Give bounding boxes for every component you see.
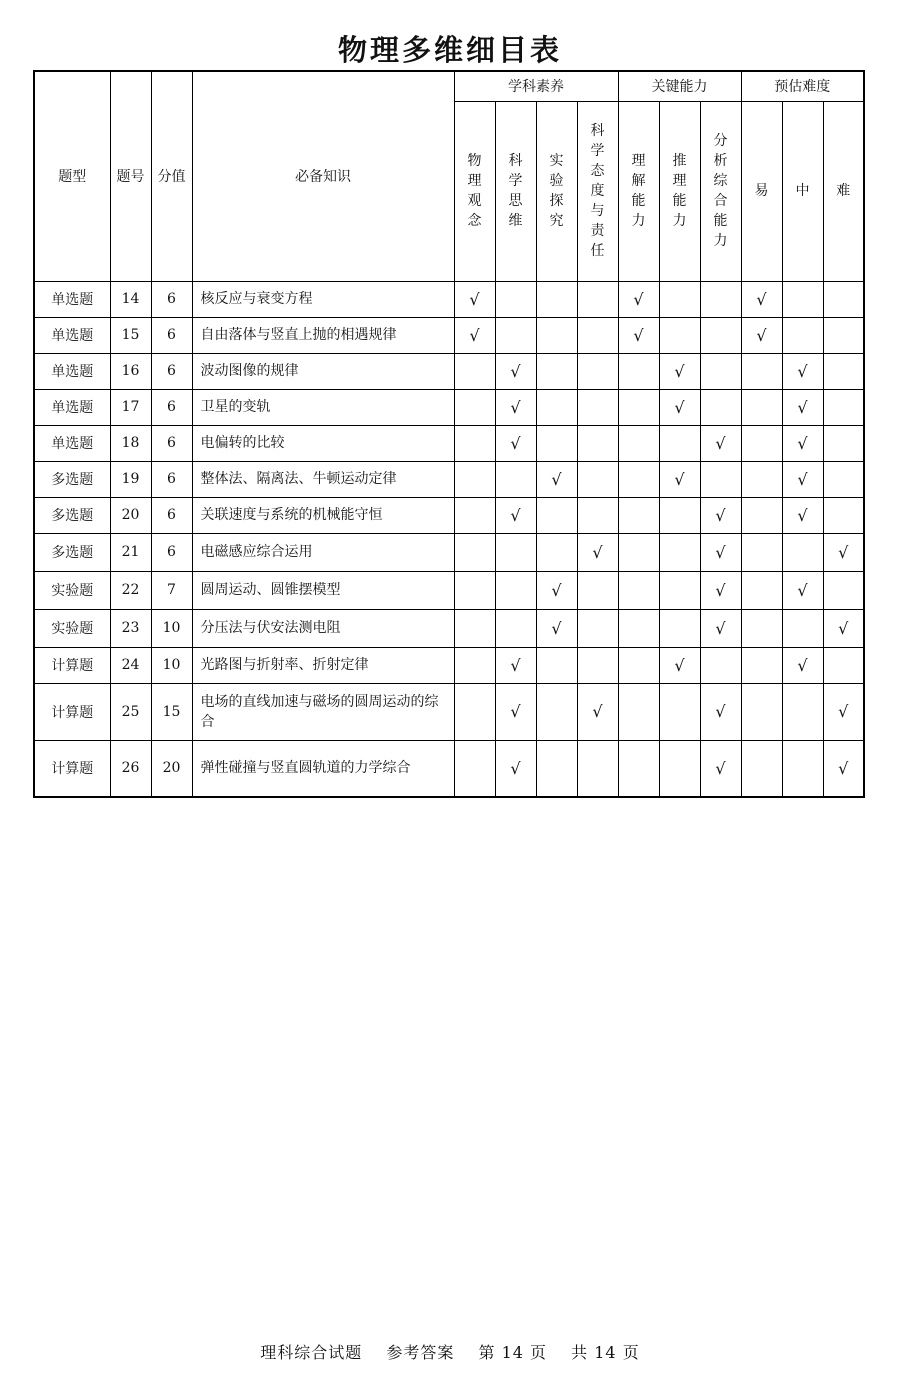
- detail-table: [33, 70, 865, 798]
- cell-check: [454, 740, 495, 797]
- cell-check: [741, 647, 782, 683]
- cell-score: 6: [151, 389, 192, 425]
- cell-check: [495, 533, 536, 571]
- cell-type: 多选题: [34, 497, 110, 533]
- check-mark: √: [700, 533, 741, 571]
- cell-check: [536, 533, 577, 571]
- cell-check: [659, 740, 700, 797]
- cell-type: 多选题: [34, 533, 110, 571]
- check-mark: √: [700, 740, 741, 797]
- cell-check: [618, 353, 659, 389]
- header-col: 推理能力: [659, 101, 700, 281]
- cell-check: [700, 281, 741, 317]
- table-row: [34, 461, 864, 497]
- cell-number: 23: [110, 609, 151, 647]
- cell-check: [618, 497, 659, 533]
- cell-check: [659, 533, 700, 571]
- check-mark: √: [782, 425, 823, 461]
- cell-check: [618, 425, 659, 461]
- cell-number: 16: [110, 353, 151, 389]
- header-number: 题号: [110, 71, 151, 281]
- cell-check: [577, 740, 618, 797]
- check-mark: √: [823, 609, 864, 647]
- cell-check: [659, 497, 700, 533]
- cell-check: [577, 281, 618, 317]
- cell-check: [741, 389, 782, 425]
- cell-check: [618, 571, 659, 609]
- table-row: [34, 353, 864, 389]
- cell-check: [618, 533, 659, 571]
- table-header: [34, 71, 864, 281]
- cell-check: [823, 497, 864, 533]
- cell-number: 15: [110, 317, 151, 353]
- footer-answer: 参考答案: [386, 1343, 455, 1362]
- cell-check: [741, 497, 782, 533]
- check-mark: √: [741, 317, 782, 353]
- table-row: [34, 683, 864, 740]
- cell-check: [741, 609, 782, 647]
- cell-check: [536, 740, 577, 797]
- cell-check: [618, 683, 659, 740]
- table-row: [34, 317, 864, 353]
- cell-type: 单选题: [34, 281, 110, 317]
- table-row: [34, 571, 864, 609]
- header-col: 中: [782, 101, 823, 281]
- cell-check: [577, 571, 618, 609]
- cell-number: 17: [110, 389, 151, 425]
- cell-check: [823, 647, 864, 683]
- cell-check: [823, 353, 864, 389]
- check-mark: √: [536, 571, 577, 609]
- check-mark: √: [577, 533, 618, 571]
- cell-score: 15: [151, 683, 192, 740]
- footer-total: 共 14 页: [571, 1343, 640, 1362]
- cell-number: 24: [110, 647, 151, 683]
- header-type: 题型: [34, 71, 110, 281]
- cell-score: 6: [151, 461, 192, 497]
- cell-type: 实验题: [34, 571, 110, 609]
- cell-knowledge: 电偏转的比较: [192, 425, 454, 461]
- cell-knowledge: 自由落体与竖直上抛的相遇规律: [192, 317, 454, 353]
- cell-type: 计算题: [34, 683, 110, 740]
- cell-score: 6: [151, 353, 192, 389]
- cell-check: [536, 389, 577, 425]
- check-mark: √: [823, 533, 864, 571]
- cell-check: [495, 609, 536, 647]
- cell-check: [659, 609, 700, 647]
- cell-check: [659, 317, 700, 353]
- table-row: [34, 389, 864, 425]
- header-col: 物理观念: [454, 101, 495, 281]
- header-knowledge: 必备知识: [192, 71, 454, 281]
- cell-check: [741, 571, 782, 609]
- table-row: [34, 497, 864, 533]
- cell-check: [536, 497, 577, 533]
- header-col: 科学态度与责任: [577, 101, 618, 281]
- check-mark: √: [700, 497, 741, 533]
- cell-number: 26: [110, 740, 151, 797]
- cell-check: [454, 609, 495, 647]
- cell-check: [495, 317, 536, 353]
- cell-score: 20: [151, 740, 192, 797]
- cell-check: [782, 683, 823, 740]
- cell-type: 单选题: [34, 317, 110, 353]
- check-mark: √: [782, 461, 823, 497]
- cell-check: [536, 281, 577, 317]
- cell-number: 18: [110, 425, 151, 461]
- cell-check: [454, 533, 495, 571]
- check-mark: √: [495, 425, 536, 461]
- check-mark: √: [823, 740, 864, 797]
- check-mark: √: [782, 647, 823, 683]
- cell-check: [577, 461, 618, 497]
- cell-type: 计算题: [34, 740, 110, 797]
- cell-knowledge: 弹性碰撞与竖直圆轨道的力学综合: [192, 740, 454, 797]
- check-mark: √: [741, 281, 782, 317]
- cell-check: [536, 353, 577, 389]
- header-score: 分值: [151, 71, 192, 281]
- cell-knowledge: 电场的直线加速与磁场的圆周运动的综合: [192, 683, 454, 740]
- cell-check: [659, 571, 700, 609]
- check-mark: √: [659, 353, 700, 389]
- cell-check: [536, 647, 577, 683]
- header-col: 易: [741, 101, 782, 281]
- cell-check: [659, 683, 700, 740]
- cell-check: [741, 533, 782, 571]
- cell-score: 6: [151, 533, 192, 571]
- check-mark: √: [618, 281, 659, 317]
- table-body: [34, 281, 864, 797]
- cell-check: [577, 317, 618, 353]
- cell-check: [577, 353, 618, 389]
- cell-check: [618, 461, 659, 497]
- check-mark: √: [495, 353, 536, 389]
- cell-check: [700, 461, 741, 497]
- check-mark: √: [495, 683, 536, 740]
- cell-check: [659, 425, 700, 461]
- cell-check: [454, 683, 495, 740]
- footer-page: 第 14 页: [478, 1343, 548, 1362]
- cell-check: [618, 609, 659, 647]
- cell-check: [823, 281, 864, 317]
- cell-number: 25: [110, 683, 151, 740]
- cell-score: 6: [151, 497, 192, 533]
- header-col: 理解能力: [618, 101, 659, 281]
- cell-check: [536, 683, 577, 740]
- cell-check: [782, 281, 823, 317]
- table-row: [34, 609, 864, 647]
- cell-score: 7: [151, 571, 192, 609]
- table-row: [34, 647, 864, 683]
- cell-type: 多选题: [34, 461, 110, 497]
- table-row: [34, 425, 864, 461]
- header-col: 实验探究: [536, 101, 577, 281]
- header-col: 分析综合能力: [700, 101, 741, 281]
- cell-check: [495, 571, 536, 609]
- cell-check: [741, 740, 782, 797]
- cell-check: [741, 683, 782, 740]
- cell-knowledge: 圆周运动、圆锥摆模型: [192, 571, 454, 609]
- cell-score: 10: [151, 647, 192, 683]
- check-mark: √: [823, 683, 864, 740]
- cell-check: [536, 317, 577, 353]
- cell-check: [700, 647, 741, 683]
- cell-check: [700, 389, 741, 425]
- page-title: 物理多维细目表: [337, 33, 562, 67]
- cell-check: [454, 497, 495, 533]
- cell-type: 单选题: [34, 425, 110, 461]
- cell-knowledge: 整体法、隔离法、牛顿运动定律: [192, 461, 454, 497]
- check-mark: √: [454, 317, 495, 353]
- cell-number: 20: [110, 497, 151, 533]
- cell-score: 6: [151, 317, 192, 353]
- cell-check: [741, 425, 782, 461]
- cell-type: 实验题: [34, 609, 110, 647]
- cell-type: 计算题: [34, 647, 110, 683]
- cell-check: [741, 353, 782, 389]
- check-mark: √: [700, 425, 741, 461]
- cell-check: [823, 425, 864, 461]
- header-group-difficulty: 预估难度: [741, 71, 864, 101]
- check-mark: √: [782, 389, 823, 425]
- cell-check: [823, 317, 864, 353]
- cell-knowledge: 卫星的变轨: [192, 389, 454, 425]
- cell-score: 10: [151, 609, 192, 647]
- cell-score: 6: [151, 281, 192, 317]
- cell-check: [700, 353, 741, 389]
- cell-score: 6: [151, 425, 192, 461]
- cell-knowledge: 分压法与伏安法测电阻: [192, 609, 454, 647]
- cell-check: [659, 281, 700, 317]
- cell-check: [454, 571, 495, 609]
- cell-check: [782, 740, 823, 797]
- check-mark: √: [495, 497, 536, 533]
- check-mark: √: [782, 571, 823, 609]
- cell-check: [536, 425, 577, 461]
- cell-check: [577, 647, 618, 683]
- check-mark: √: [700, 609, 741, 647]
- cell-number: 21: [110, 533, 151, 571]
- cell-check: [823, 571, 864, 609]
- cell-check: [741, 461, 782, 497]
- check-mark: √: [536, 609, 577, 647]
- check-mark: √: [659, 461, 700, 497]
- cell-check: [618, 647, 659, 683]
- cell-type: 单选题: [34, 389, 110, 425]
- cell-check: [454, 647, 495, 683]
- cell-knowledge: 光路图与折射率、折射定律: [192, 647, 454, 683]
- cell-check: [782, 317, 823, 353]
- cell-check: [577, 497, 618, 533]
- cell-number: 22: [110, 571, 151, 609]
- cell-check: [454, 461, 495, 497]
- cell-check: [823, 389, 864, 425]
- check-mark: √: [536, 461, 577, 497]
- cell-check: [495, 281, 536, 317]
- cell-check: [700, 317, 741, 353]
- footer-subject: 理科综合试题: [260, 1343, 363, 1362]
- cell-knowledge: 核反应与衰变方程: [192, 281, 454, 317]
- cell-knowledge: 关联速度与系统的机械能守恒: [192, 497, 454, 533]
- cell-number: 14: [110, 281, 151, 317]
- cell-check: [454, 389, 495, 425]
- header-col: 科学思维: [495, 101, 536, 281]
- check-mark: √: [495, 389, 536, 425]
- check-mark: √: [495, 740, 536, 797]
- cell-check: [782, 609, 823, 647]
- cell-check: [577, 609, 618, 647]
- page-footer: [0, 1340, 900, 1363]
- header-col: 难: [823, 101, 864, 281]
- cell-check: [577, 389, 618, 425]
- table-row: [34, 281, 864, 317]
- cell-knowledge: 电磁感应综合运用: [192, 533, 454, 571]
- cell-check: [618, 389, 659, 425]
- cell-check: [454, 425, 495, 461]
- table-row: [34, 740, 864, 797]
- header-group-ability: 关键能力: [618, 71, 741, 101]
- cell-check: [577, 425, 618, 461]
- cell-knowledge: 波动图像的规律: [192, 353, 454, 389]
- cell-check: [782, 533, 823, 571]
- table-row: [34, 533, 864, 571]
- check-mark: √: [577, 683, 618, 740]
- cell-check: [823, 461, 864, 497]
- check-mark: √: [700, 683, 741, 740]
- cell-type: 单选题: [34, 353, 110, 389]
- cell-check: [454, 353, 495, 389]
- check-mark: √: [495, 647, 536, 683]
- check-mark: √: [782, 353, 823, 389]
- cell-number: 19: [110, 461, 151, 497]
- cell-check: [495, 461, 536, 497]
- header-group-literacy: 学科素养: [454, 71, 618, 101]
- check-mark: √: [700, 571, 741, 609]
- cell-check: [618, 740, 659, 797]
- check-mark: √: [782, 497, 823, 533]
- check-mark: √: [659, 389, 700, 425]
- check-mark: √: [659, 647, 700, 683]
- check-mark: √: [618, 317, 659, 353]
- check-mark: √: [454, 281, 495, 317]
